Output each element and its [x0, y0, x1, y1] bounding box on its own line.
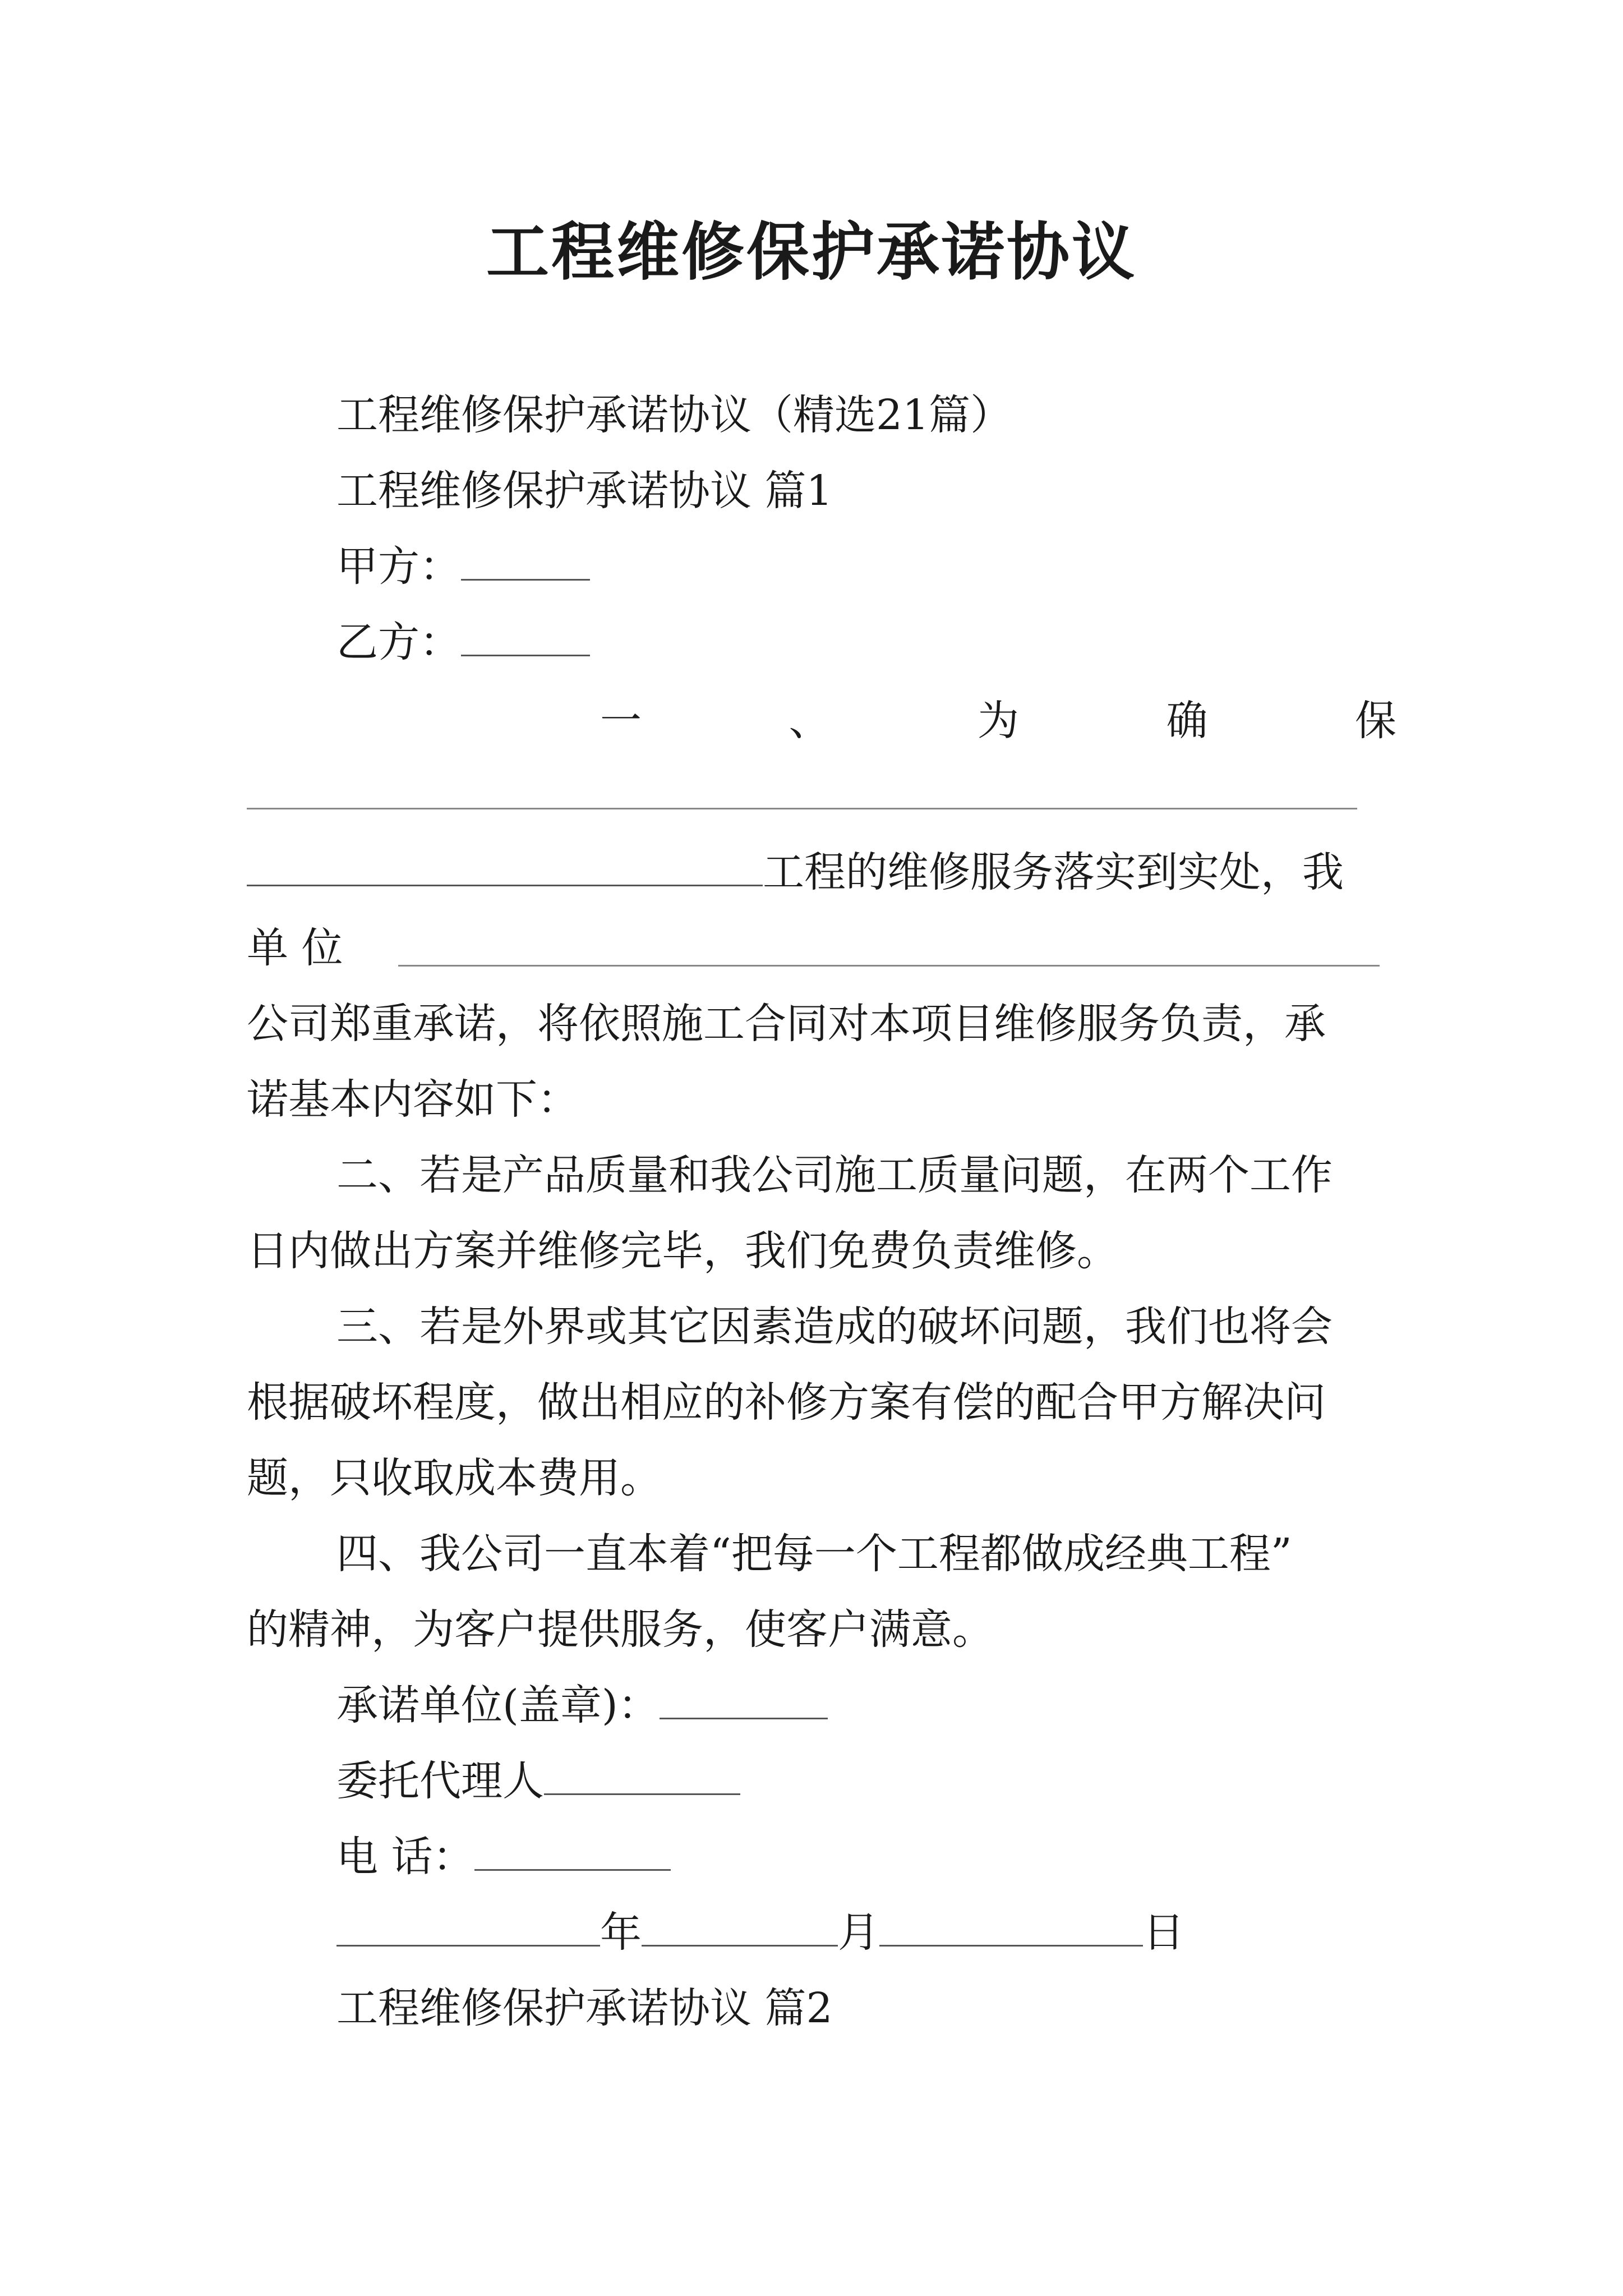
agent-line — [336, 1750, 740, 1812]
intro-spread-line — [600, 690, 1396, 752]
phone-blank — [474, 1830, 671, 1871]
unit-blank — [398, 965, 1380, 967]
intro-char: 保 — [1355, 697, 1396, 745]
party-a-line — [336, 536, 590, 597]
paragraph-line: 四、我公司一直本着“把每一个工程都做成经典工程” — [336, 1530, 1292, 1578]
paragraph-line: 题，只收取成本费用。 — [247, 1454, 662, 1502]
intro-char: 、 — [789, 697, 831, 745]
sign-unit-label: 承诺单位(盖章)： — [336, 1681, 660, 1729]
day-blank — [879, 1906, 1143, 1947]
sign-unit-line — [336, 1674, 828, 1736]
party-a-blank — [461, 540, 590, 581]
paragraph-line: 根据破坏程度，做出相应的补修方案有偿的配合甲方解决问 — [247, 1378, 1326, 1427]
paragraph-line: 的精神，为客户提供服务，使客户满意。 — [247, 1605, 994, 1654]
year-blank — [336, 1906, 600, 1947]
date-line — [336, 1902, 1184, 1963]
section-1-heading: 工程维修保护承诺协议 篇1 — [336, 467, 833, 515]
paragraph-line: 公司郑重承诺，将依照施工合同对本项目维修服务负责，承 — [247, 1000, 1326, 1048]
agent-blank — [544, 1754, 740, 1795]
party-b-line — [336, 611, 590, 673]
blank-rule — [247, 808, 1357, 809]
project-name-blank — [247, 845, 763, 886]
paragraph-line: 诺基本内容如下： — [247, 1075, 579, 1124]
unit-label: 单 位 — [247, 924, 343, 972]
sign-unit-blank — [660, 1678, 828, 1719]
month-label: 月 — [838, 1908, 879, 1957]
party-b-blank — [461, 615, 590, 656]
phone-label: 电 话： — [336, 1833, 474, 1881]
paragraph-line: 日内做出方案并维修完毕，我们免费负责维修。 — [247, 1227, 1118, 1275]
party-a-label: 甲方： — [336, 542, 461, 591]
month-blank — [642, 1906, 838, 1947]
project-line — [247, 841, 1344, 903]
subtitle: 工程维修保护承诺协议（精选21篇） — [336, 391, 1012, 439]
intro-char: 确 — [1166, 697, 1208, 745]
phone-line — [336, 1826, 671, 1888]
project-line-text: 工程的维修服务落实到实处，我 — [763, 848, 1344, 896]
party-b-label: 乙方： — [336, 618, 461, 666]
day-label: 日 — [1143, 1908, 1184, 1957]
unit-line — [247, 917, 343, 979]
paragraph-line: 二、若是产品质量和我公司施工质量问题，在两个工作 — [336, 1151, 1332, 1199]
intro-char: 一 — [600, 697, 642, 745]
paragraph-line: 三、若是外界或其它因素造成的破坏问题，我们也将会 — [336, 1303, 1332, 1351]
document-title: 工程维修保护承诺协议 — [486, 215, 1137, 289]
agent-label: 委托代理人 — [336, 1757, 544, 1805]
year-label: 年 — [600, 1908, 642, 1957]
section-2-heading: 工程维修保护承诺协议 篇2 — [336, 1984, 833, 2032]
intro-char: 为 — [978, 697, 1019, 745]
